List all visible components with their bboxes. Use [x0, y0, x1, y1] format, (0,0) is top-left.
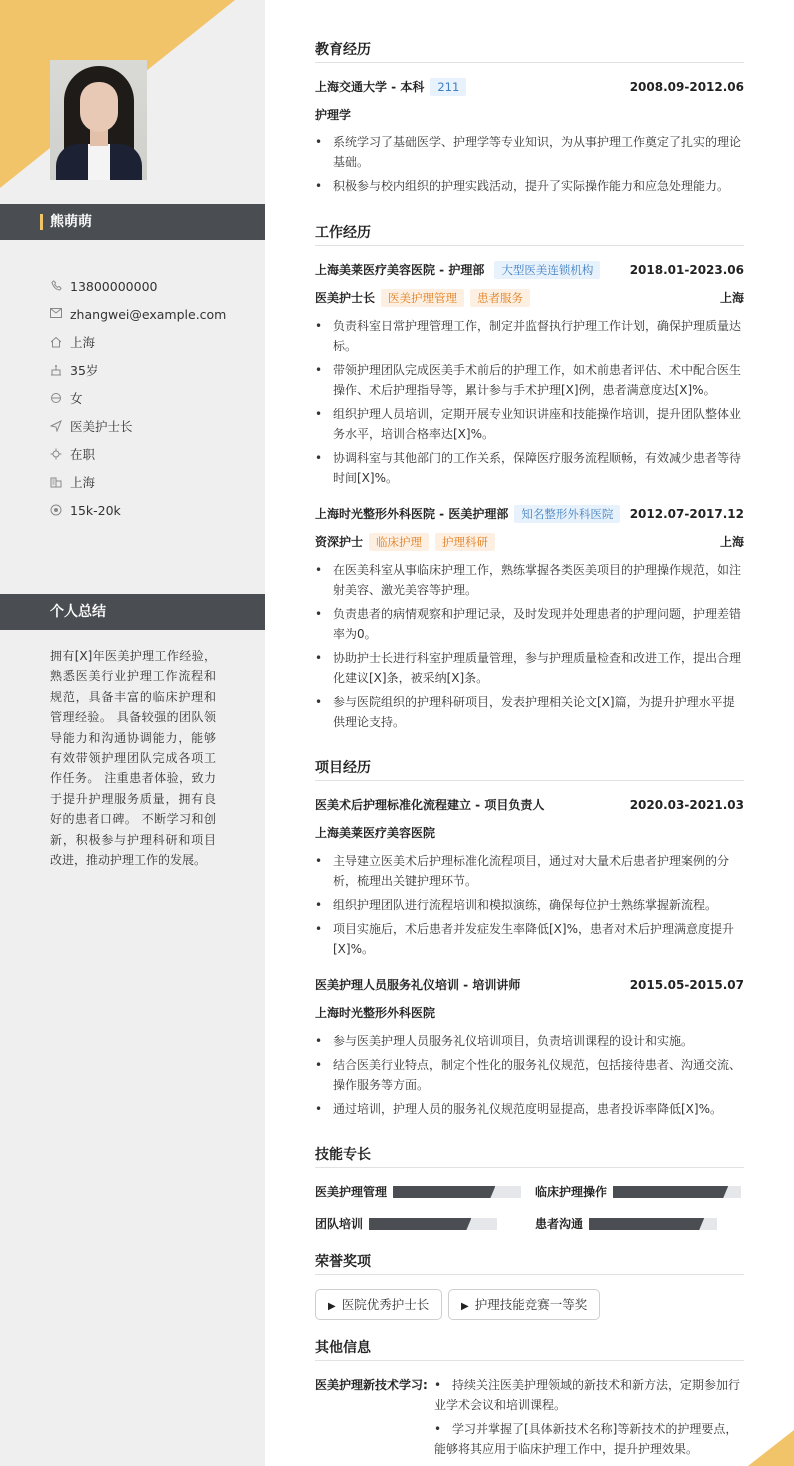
skill-item	[535, 1182, 741, 1202]
salary-icon	[50, 504, 62, 516]
phone-text: 13800000000	[70, 278, 158, 294]
award-badge	[448, 1289, 600, 1320]
skill-name: 临床护理操作	[535, 1185, 608, 1199]
project-header	[315, 795, 744, 815]
job-bullets	[315, 560, 744, 736]
list-item: • 负责科室日常护理管理工作，制定并监督执行护理工作计划，确保护理质量达标。	[315, 316, 744, 356]
award-badge	[315, 1289, 442, 1320]
list-item: • 负责患者的病情观察和护理记录，及时发现并处理患者的护理问题，护理差错率为0。	[315, 604, 744, 644]
list-item: • 参与医院组织的护理科研项目，发表护理相关论文[X]篇，为提升护理水平提供理论支持。	[315, 692, 744, 732]
skill-name: 医美护理管理	[315, 1185, 388, 1199]
job-tag: 护理科研	[435, 533, 495, 551]
skill-bar	[393, 1186, 521, 1198]
list-item: • 通过培训，护理人员的服务礼仪规范度明显提高，患者投诉率降低[X]%。	[315, 1099, 744, 1119]
job-role-wrap	[315, 288, 530, 308]
education-bullets	[315, 132, 744, 200]
project-name: 医美护理人员服务礼仪培训 - 培训讲师	[315, 978, 521, 992]
info-gender	[50, 384, 226, 412]
project-org: 上海时光整形外科医院	[315, 1006, 436, 1020]
skill-bar-fill	[369, 1218, 471, 1230]
job-company-tag: 知名整形外科医院	[514, 505, 620, 523]
project-name: 医美术后护理标准化流程建立 - 项目负责人	[315, 798, 545, 812]
salary-text: 15k-20k	[70, 502, 121, 518]
list-item: • 在医美科室从事临床护理工作，熟练掌握各类医美项目的护理操作规范，如注射美容、激光美容等护理。	[315, 560, 744, 600]
play-icon: ▶	[328, 1301, 336, 1312]
position-text: 医美护士长	[70, 419, 133, 434]
awards-title: 荣誉奖项	[315, 1252, 744, 1275]
summary-header	[0, 594, 265, 630]
job-role: 资深护士	[315, 535, 364, 549]
education-date: 2008.09-2012.06	[629, 80, 744, 94]
project-org: 上海美莱医疗美容医院	[315, 826, 436, 840]
city-icon	[50, 476, 62, 488]
info-salary	[50, 496, 226, 524]
skill-bar-fill	[589, 1218, 704, 1230]
info-email	[50, 300, 226, 328]
education-major-row	[315, 105, 744, 125]
job-company-tag: 大型医美连锁机构	[494, 261, 600, 279]
age-text: 35岁	[70, 363, 99, 378]
gender-icon	[50, 392, 62, 404]
project-bullets	[315, 1031, 744, 1123]
job-company-wrap	[315, 504, 620, 524]
project-date: 2020.03-2021.03	[629, 798, 744, 812]
list-item: • 结合医美行业特点，制定个性化的服务礼仪规范，包括接待患者、沟通交流、操作服务等方面。	[315, 1055, 744, 1095]
info-phone	[50, 272, 226, 300]
award-label: 医院优秀护士长	[341, 1297, 430, 1312]
job-city: 上海	[719, 535, 744, 549]
list-item: • 学习并掌握了[具体新技术名称]等新技术的护理要点，能够将其应用于临床护理工作中，提升护理效果。	[434, 1419, 744, 1459]
job-role: 医美护士长	[315, 291, 376, 305]
list-item: • 参与医美护理人员服务礼仪培训项目，负责培训课程的设计和实施。	[315, 1031, 744, 1051]
skill-name: 团队培训	[315, 1217, 364, 1231]
list-item: • 带领护理团队完成医美手术前后的护理工作，如术前患者评估、术中配合医生操作、术后护理指导等，累计参与手术护理[X]例，患者满意度达[X]%。	[315, 360, 744, 400]
location-text: 上海	[70, 335, 96, 350]
projects-title: 项目经历	[315, 758, 744, 781]
name-accent	[40, 214, 43, 230]
other-title: 其他信息	[315, 1338, 744, 1361]
project-org-row	[315, 823, 744, 843]
education-school: 上海交通大学 - 本科	[315, 80, 425, 94]
job-bullets	[315, 316, 744, 492]
other-label: 医美护理新技术学习:	[315, 1378, 428, 1392]
avatar	[50, 60, 147, 180]
job-tag: 患者服务	[470, 289, 530, 307]
city-text: 上海	[70, 475, 96, 490]
project-header	[315, 975, 744, 995]
list-item: • 协助护士长进行科室护理质量管理，参与护理质量检查和改进工作，提出合理化建议[X]条，被采纳[X]条。	[315, 648, 744, 688]
project-date: 2015.05-2015.07	[629, 978, 744, 992]
skill-name: 患者沟通	[535, 1217, 584, 1231]
summary-text: 拥有[X]年医美护理工作经验，熟悉医美行业护理工作流程和规范，具备丰富的临床护理和管理经验。 具备较强的团队领导能力和沟通协调能力，能够有效带领护理团队完成各项工作任务。 注重患者体验，致力于提升护理服务质量，拥有良好的患者口碑。 不断学习和创新，积极参与护理科研和项目改进，推动护理工作的发展。	[50, 649, 216, 868]
skill-bar-fill	[613, 1186, 728, 1198]
status-text: 在职	[70, 447, 96, 462]
other-bullets	[434, 1375, 744, 1463]
job-company: 上海美莱医疗美容医院 - 护理部	[315, 263, 485, 277]
list-item: • 项目实施后，术后患者并发症发生率降低[X]%，患者对术后护理满意度提升[X]%。	[315, 919, 744, 959]
list-item: • 持续关注医美护理领域的新技术和新方法，定期参加行业学术会议和培训课程。	[434, 1375, 744, 1415]
work-title: 工作经历	[315, 223, 744, 246]
email-text: zhangwei@example.com	[70, 306, 227, 322]
info-city	[50, 468, 226, 496]
list-item: • 组织护理人员培训，定期开展专业知识讲座和技能操作培训，提升团队整体业务水平，培训合格率达[X]%。	[315, 404, 744, 444]
job-tag: 临床护理	[369, 533, 429, 551]
status-icon	[50, 448, 62, 460]
job-header	[315, 260, 744, 280]
skill-bar	[613, 1186, 741, 1198]
skills-title: 技能专长	[315, 1145, 744, 1168]
skill-item	[315, 1182, 521, 1202]
skill-bar	[589, 1218, 717, 1230]
info-status	[50, 440, 226, 468]
job-date: 2012.07-2017.12	[629, 507, 744, 521]
award-label: 护理技能竞赛一等奖	[474, 1297, 588, 1312]
education-title: 教育经历	[315, 40, 744, 63]
job-header	[315, 504, 744, 524]
education-header	[315, 77, 744, 97]
job-company: 上海时光整形外科医院 - 医美护理部	[315, 507, 509, 521]
job-tag: 医美护理管理	[381, 289, 464, 307]
name: 熊萌萌	[50, 214, 92, 230]
skill-item	[535, 1214, 717, 1234]
skill-bar-fill	[393, 1186, 495, 1198]
info-position	[50, 412, 226, 440]
corner-decoration-bottom	[748, 1430, 794, 1466]
job-city: 上海	[719, 291, 744, 305]
contact-info	[50, 272, 226, 524]
info-age	[50, 356, 226, 384]
job-date: 2018.01-2023.06	[629, 263, 744, 277]
info-location	[50, 328, 226, 356]
education-tag: 211	[430, 78, 466, 96]
job-company-wrap	[315, 260, 600, 280]
list-item: • 主导建立医美术后护理标准化流程项目，通过对大量术后患者护理案例的分析，梳理出关键护理环节。	[315, 851, 744, 891]
sidebar	[0, 0, 265, 1466]
phone-icon	[50, 280, 62, 292]
play-icon: ▶	[461, 1301, 469, 1312]
mail-icon	[50, 308, 62, 320]
project-bullets	[315, 851, 744, 963]
briefcase-icon	[50, 420, 62, 432]
skill-bar	[369, 1218, 497, 1230]
job-role-row	[315, 288, 744, 308]
summary-title: 个人总结	[50, 604, 106, 620]
job-role-row	[315, 532, 744, 552]
gender-text: 女	[70, 391, 83, 406]
list-item: • 组织护理团队进行流程培训和模拟演练，确保每位护士熟练掌握新流程。	[315, 895, 744, 915]
home-icon	[50, 336, 62, 348]
name-bar	[0, 204, 265, 240]
education-school-wrap	[315, 77, 466, 97]
education-major: 护理学	[315, 108, 352, 122]
project-org-row	[315, 1003, 744, 1023]
age-icon	[50, 364, 62, 376]
job-role-wrap	[315, 532, 495, 552]
list-item: • 积极参与校内组织的护理实践活动，提升了实际操作能力和应急处理能力。	[315, 176, 744, 196]
list-item: • 协调科室与其他部门的工作关系，保障医疗服务流程顺畅，有效减少患者等待时间[X]%。	[315, 448, 744, 488]
skill-item	[315, 1214, 497, 1234]
list-item: • 系统学习了基础医学、护理学等专业知识，为从事护理工作奠定了扎实的理论基础。	[315, 132, 744, 172]
